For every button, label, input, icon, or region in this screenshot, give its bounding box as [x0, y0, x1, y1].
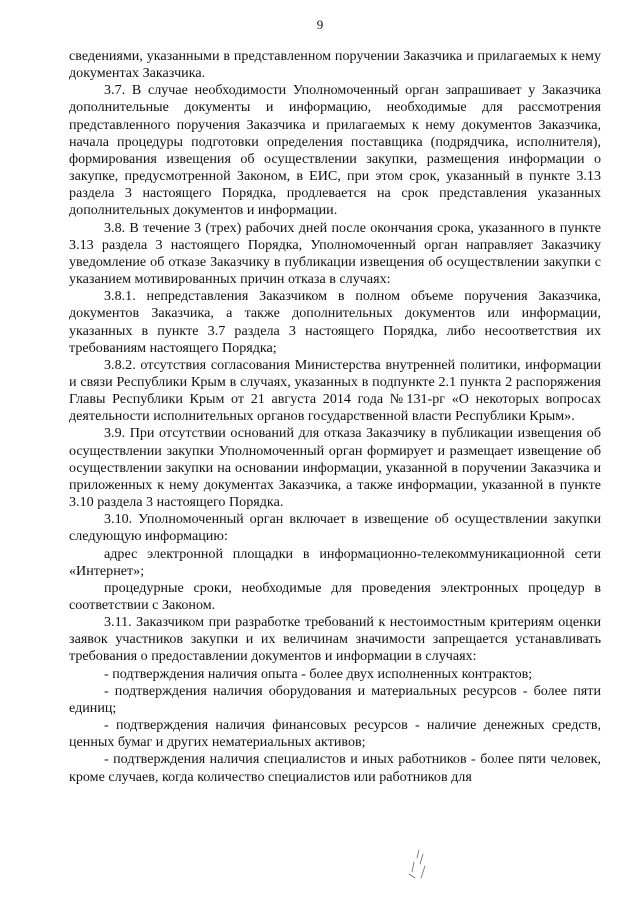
- list-item: - подтверждения наличия специалистов и иных работников - более пяти человек, кроме случаев, когда количество специалистов или работников для: [69, 751, 601, 785]
- paragraph: адрес электронной площадки в информационно-телекоммуникационной сети «Интернет»;: [69, 545, 601, 579]
- paragraph: процедурные сроки, необходимые для проведения электронных процедур в соответствии с Законом.: [69, 579, 601, 613]
- list-item: - подтверждения наличия опыта - более двух исполненных контрактов;: [104, 665, 533, 682]
- paragraph: 3.8. В течение 3 (трех) рабочих дней после окончания срока, указанного в пункте 3.13 раздела 3 настоящего Порядка, Уполномоченный орган направляет Заказчику уведомление об отказе Заказчику в публикации извещения об осуществлении закупки с указанием мотивированных причин отказа в случаях:: [69, 219, 601, 288]
- list-item: - подтверждения наличия финансовых ресурсов - наличие денежных средств, ценных бумаг и других нематериальных активов;: [69, 717, 601, 751]
- document-body: [69, 48, 601, 786]
- handwritten-mark: [405, 848, 437, 882]
- paragraph: 3.8.1. непредставления Заказчиком в полном объеме поручения Заказчика, документов Заказчика, а также дополнительных документов или информации, указанных в пункте 3.7 раздела 3 настоящего Порядка, либо несоответствия их требованиям настоящего Порядка;: [69, 288, 601, 356]
- paragraph: 3.8.2. отсутствия согласования Министерства внутренней политики, информации и связи Республики Крым в случаях, указанных в подпункте 2.1 пункта 2 распоряжения Главы Республики Крым от 21 августа 2014 года №131-рг «О некоторых вопросах деятельности исполнительных органов государственной власти Республики Крым».: [69, 356, 601, 425]
- paragraph: 3.9. При отсутствии оснований для отказа Заказчику в публикации извещения об осуществлении закупки Уполномоченный орган формирует и размещает извещение об осуществлении закупки на основании информации, указанной в поручении Заказчика и приложенных к нему документах Заказчика, а также информации, указанной в пункте 3.10 раздела 3 настоящего Порядка.: [69, 425, 601, 511]
- list-item: - подтверждения наличия оборудования и материальных ресурсов - более пяти единиц;: [69, 682, 601, 716]
- paragraph: 3.7. В случае необходимости Уполномоченный орган запрашивает у Заказчика дополнительные документы и информацию, необходимые для рассмотрения представленного поручения Заказчика и прилагаемых к нему документов Заказчика, начала процедуры подготовки определения поставщика (подрядчика, исполнителя), формирования извещения об осуществлении закупки, размещения информации о закупке, предусмотренной Законом, в ЕИС, при этом срок, указанный в пункте 3.13 раздела 3 настоящего Порядка, продлевается на срок представления указанных дополнительных документов и информации.: [69, 82, 601, 219]
- paragraph: сведениями, указанными в представленном поручении Заказчика и прилагаемых к нему документах Заказчика.: [69, 48, 601, 82]
- paragraph: 3.11. Заказчиком при разработке требований к нестоимостным критериям оценки заявок участников закупки и их величинам значимости запрещается устанавливать требования о предоставлении документов и информации в случаях:: [69, 614, 601, 665]
- paragraph: 3.10. Уполномоченный орган включает в извещение об осуществлении закупки следующую информацию:: [69, 511, 601, 545]
- page-number: 9: [316, 17, 324, 32]
